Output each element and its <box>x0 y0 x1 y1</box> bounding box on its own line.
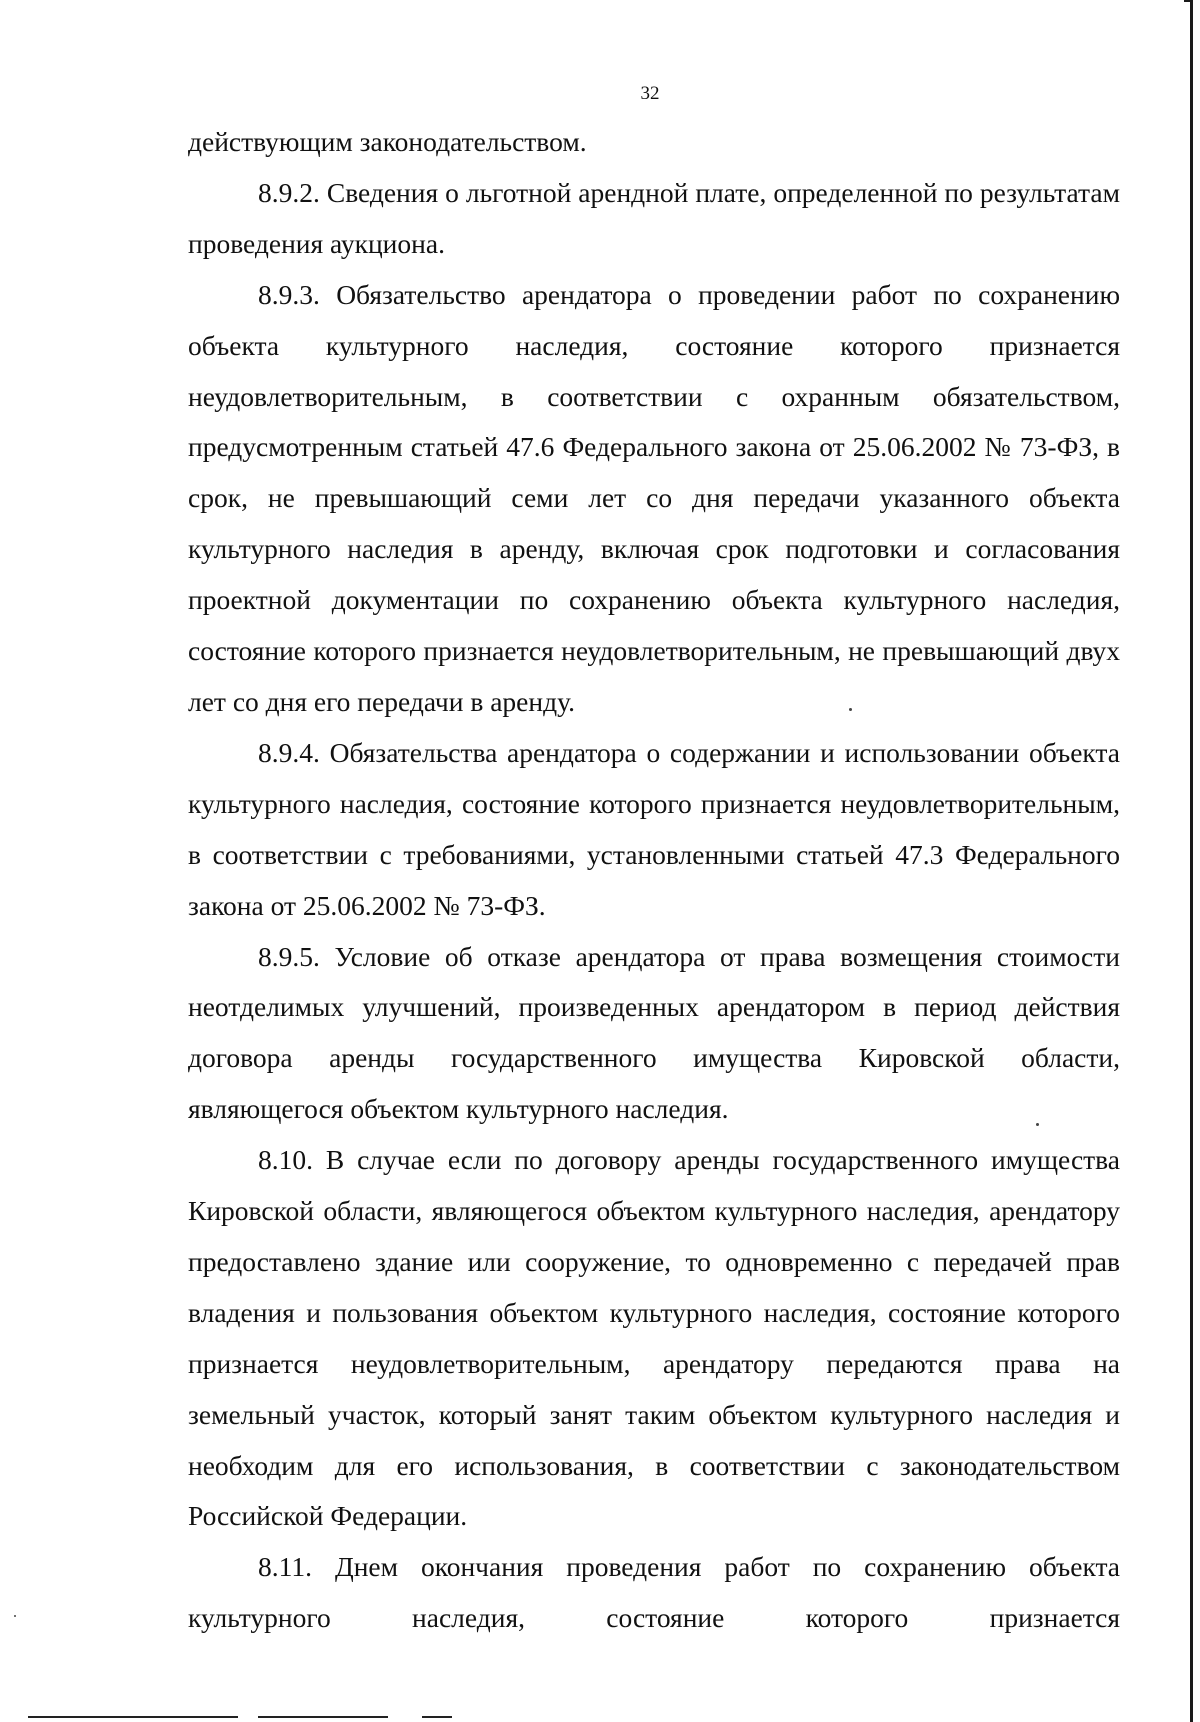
paragraph: 8.10. В случае если по договору аренды государственного имущества Кировской области, являющегося объектом культурного наследия, арендатору предоставлено здание или сооружение, то одновременно с передачей прав владения и пользования объектом культурного наследия, состояние которого признается неудовлетворительным, арендатору передаются права на земельный участок, который занят таким объектом культурного наследия и необходим для его использования, в соответствии с законодательством Российской Федерации. <box>188 1144 1120 1532</box>
paragraph: 8.9.3. Обязательство арендатора о проведении работ по сохранению объекта культурного наследия, состояние которого признается неудовлетворительным, в соответствии с охранным обязательством, предусмотренным статьей 47.6 Федерального закона от 25.06.2002 № 73-ФЗ, в срок, не превышающий семи лет со дня передачи указанного объекта культурного наследия в аренду, включая срок подготовки и согласования проектной документации по сохранению объекта культурного наследия, состояние которого признается неудовлетворительным, не превышающий двух лет со дня его передачи в аренду. <box>188 278 1120 717</box>
paragraph: 8.11. Днем окончания проведения работ по сохранению объекта культурного наследия, состояние которого признается <box>188 1551 1120 1634</box>
paragraph: 8.9.4. Обязательства арендатора о содержании и использовании объекта культурного наследия, состояние которого признается неудовлетворительным, в соответствии с требованиями, установленными статьей 47.3 Федерального закона от 25.06.2002 № 73-ФЗ. <box>188 736 1120 921</box>
scan-border-bottom-left <box>28 1716 238 1718</box>
paragraph: 8.9.5. Условие об отказе арендатора от права возмещения стоимости неотделимых улучшений, произведенных арендатором в период действия договора аренды государственного имущества Кировской области, являющегося объектом культурного наследия. <box>188 940 1120 1125</box>
scan-border-right <box>1190 0 1193 1722</box>
body-text <box>188 117 1120 1644</box>
scan-border-bottom-mid <box>258 1716 388 1718</box>
scan-speck <box>14 1615 16 1617</box>
scan-border-bottom-fragment <box>422 1716 452 1718</box>
paragraph: 8.9.2. Сведения о льготной арендной плате, определенной по результатам проведения аукциона. <box>188 176 1120 259</box>
paragraph: действующим законодательством. <box>188 126 587 157</box>
page-number: 32 <box>640 83 660 104</box>
